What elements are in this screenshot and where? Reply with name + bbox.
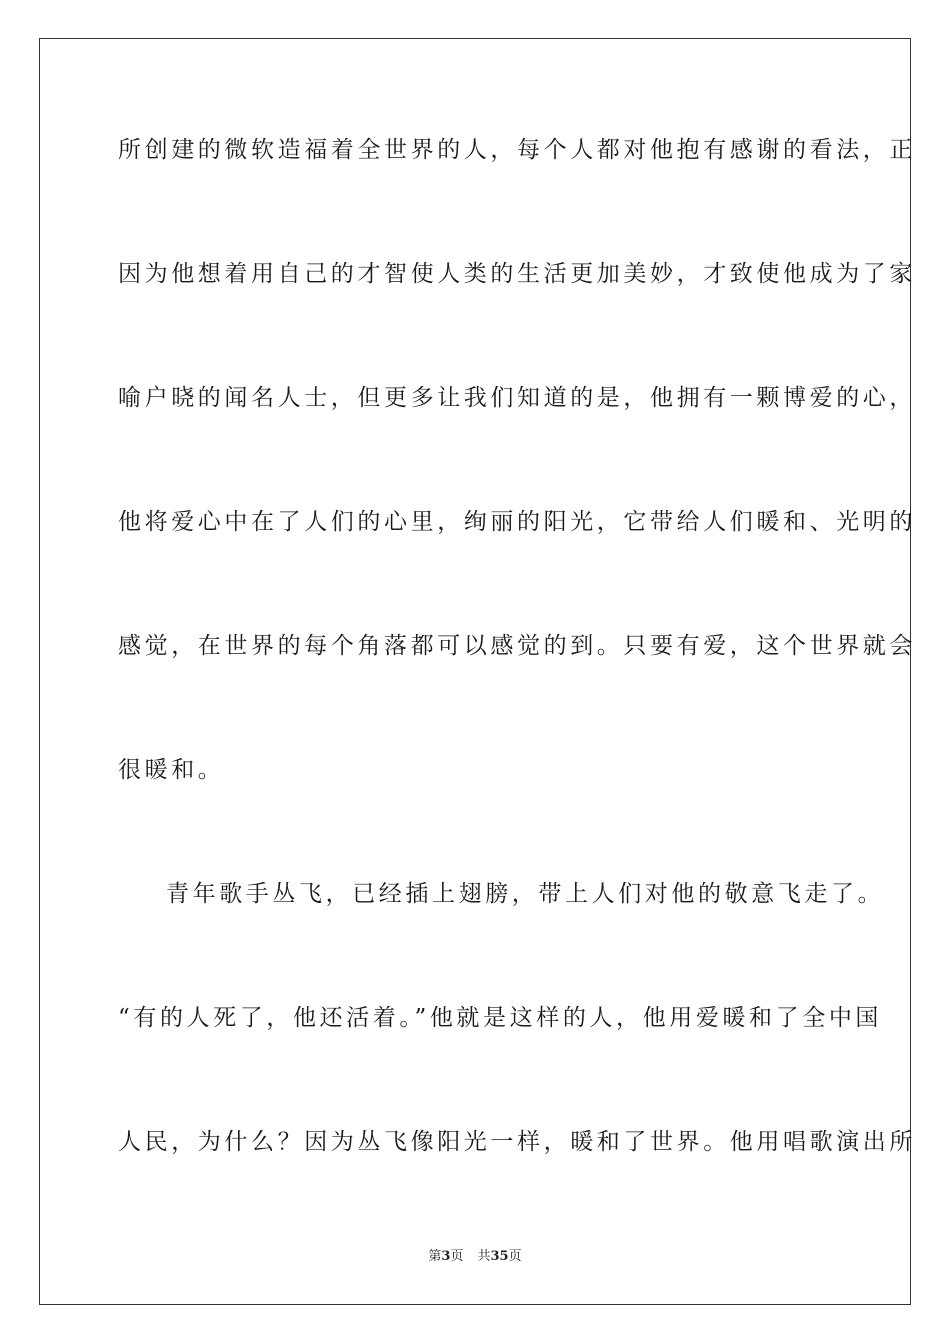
text-line-3: 喻户晓的闻名人士，但更多让我们知道的是，他拥有一颗博爱的心，	[118, 385, 916, 411]
text-line-8: “有的人死了，他还活着。”他就是这样的人，他用爱暖和了全中国	[118, 1005, 883, 1031]
text-line-4: 他将爱心中在了人们的心里，绚丽的阳光，它带给人们暖和、光明的	[118, 509, 916, 535]
total-pages: 35	[490, 1249, 509, 1264]
text-line-1: 所创建的微软造福着全世界的人，每个人都对他抱有感谢的看法，正	[118, 137, 916, 163]
text-line-2: 因为他想着用自己的才智使人类的生活更加美妙，才致使他成为了家	[118, 261, 916, 287]
text-line-9: 人民，为什么？因为丛飞像阳光一样，暖和了世界。他用唱歌演出所	[118, 1129, 916, 1155]
total-suffix: 页	[508, 1249, 522, 1264]
page-prefix: 第	[428, 1249, 442, 1264]
page-border	[39, 38, 916, 1305]
page-footer	[0, 1248, 950, 1266]
page-number: 3	[441, 1249, 451, 1264]
page-suffix: 页	[450, 1249, 464, 1264]
paragraph-start-line: 青年歌手丛飞，已经插上翅膀，带上人们对他的敬意飞走了。	[166, 881, 885, 907]
text-line-6: 很暖和。	[118, 757, 225, 783]
text-line-5: 感觉，在世界的每个角落都可以感觉的到。只要有爱，这个世界就会	[118, 633, 916, 659]
total-prefix: 共	[477, 1249, 491, 1264]
